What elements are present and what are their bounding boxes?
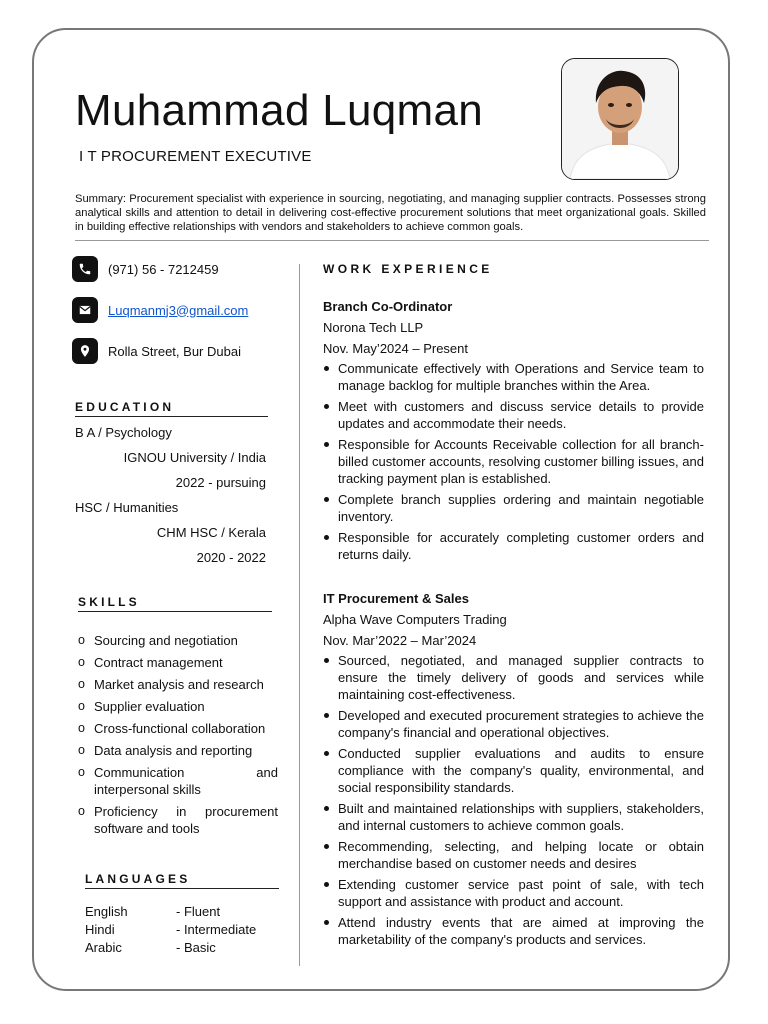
language-level: - Fluent	[176, 904, 221, 919]
language-row	[85, 904, 285, 919]
contact-phone	[72, 256, 219, 282]
language-name: Arabic	[85, 940, 122, 955]
job-bullet: Extending customer service past point of sale, with tech support and assistance with product and account.	[323, 876, 704, 910]
job-company: Alpha Wave Computers Trading	[323, 612, 507, 627]
job-bullet: Attend industry events that are aimed at improving the marketability of the company's products and services.	[323, 914, 704, 948]
language-level: - Intermediate	[176, 922, 257, 937]
job-role: Branch Co-Ordinator	[323, 299, 453, 314]
job-bullet: Developed and executed procurement strategies to achieve the company's financial and operational objectives.	[323, 707, 704, 741]
education-degree: B A / Psychology	[75, 425, 172, 440]
work-experience-heading: WORK EXPERIENCE	[323, 262, 493, 276]
phone-icon	[72, 256, 98, 282]
job-title: I T PROCUREMENT EXECUTIVE	[79, 148, 312, 165]
skill-item: o Contract management	[78, 654, 278, 671]
candidate-name: Muhammad Luqman	[75, 86, 484, 135]
phone-number: (971) 56 - 7212459	[108, 261, 219, 277]
skill-item: o Supplier evaluation	[78, 698, 278, 715]
job-role: IT Procurement & Sales	[323, 591, 469, 606]
language-name: Hindi	[85, 922, 115, 937]
location-pin-icon	[72, 338, 98, 364]
job-entry	[323, 588, 704, 952]
education-period: 2022 - pursuing	[175, 475, 266, 490]
column-divider	[299, 264, 300, 966]
contact-email	[72, 297, 248, 323]
language-row	[85, 940, 285, 955]
job-bullet: Recommending, selecting, and helping locate or obtain merchandise based on customer needs and desires	[323, 838, 704, 872]
address-text: Rolla Street, Bur Dubai	[108, 343, 241, 359]
education-institution: IGNOU University / India	[123, 450, 266, 465]
languages-heading: LANGUAGES	[85, 872, 279, 889]
job-bullet: Conducted supplier evaluations and audits to ensure compliance with the company's quality, environmental, and social responsibility standards.	[323, 745, 704, 796]
job-dates: Nov. Mar’2022 – Mar’2024	[323, 633, 477, 648]
skill-item: o Sourcing and negotiation	[78, 632, 278, 649]
job-bullets	[323, 652, 704, 948]
skill-item: o Proficiency in procurement software and tools	[78, 803, 278, 837]
contact-address	[72, 338, 241, 364]
envelope-icon	[72, 297, 98, 323]
skill-item: o Data analysis and reporting	[78, 742, 278, 759]
skill-item: o Cross-functional collaboration	[78, 720, 278, 737]
job-bullets	[323, 360, 704, 563]
skill-item: o Communication and interpersonal skills	[78, 764, 278, 798]
skill-item: o Market analysis and research	[78, 676, 278, 693]
job-bullet: Built and maintained relationships with suppliers, stakeholders, and internal customers to achieve common goals.	[323, 800, 704, 834]
job-bullet: Complete branch supplies ordering and maintain negotiable inventory.	[323, 491, 704, 525]
job-bullet: Meet with customers and discuss service details to provide updates and accommodate their needs.	[323, 398, 704, 432]
job-entry	[323, 296, 704, 567]
skills-heading: SKILLS	[78, 595, 272, 612]
job-bullet: Responsible for accurately completing customer orders and returns daily.	[323, 529, 704, 563]
skills-list	[78, 632, 278, 842]
summary-paragraph: Summary: Procurement specialist with experience in sourcing, negotiating, and managing supplier contracts. Possesses strong analytical skills and attention to detail in delivering cost-effective procurement solutions that meet organizational goals. Skilled in building effective relationships with vendors and stakeholders to achieve common goals.	[75, 193, 706, 233]
language-name: English	[85, 904, 128, 919]
language-row	[85, 922, 285, 937]
education-degree: HSC / Humanities	[75, 500, 179, 515]
job-dates: Nov. May’2024 – Present	[323, 341, 468, 356]
profile-photo	[561, 58, 679, 180]
email-link[interactable]: Luqmanmj3@gmail.com	[108, 302, 249, 318]
education-period: 2020 - 2022	[196, 550, 266, 565]
job-bullet: Sourced, negotiated, and managed supplier contracts to ensure the timely delivery of goods and services while maintaining cost-effectiveness.	[323, 652, 704, 703]
education-heading: EDUCATION	[75, 400, 268, 417]
header-divider	[75, 240, 709, 241]
job-company: Norona Tech LLP	[323, 320, 424, 335]
job-bullet: Communicate effectively with Operations and Service team to manage backlog for multiple branches within the Area.	[323, 360, 704, 394]
education-institution: CHM HSC / Kerala	[156, 525, 266, 540]
job-bullet: Responsible for Accounts Receivable collection for all branch-billed customer accounts, resolving customer billing issues, and tracking payment plan is established.	[323, 436, 704, 487]
language-level: - Basic	[176, 940, 216, 955]
